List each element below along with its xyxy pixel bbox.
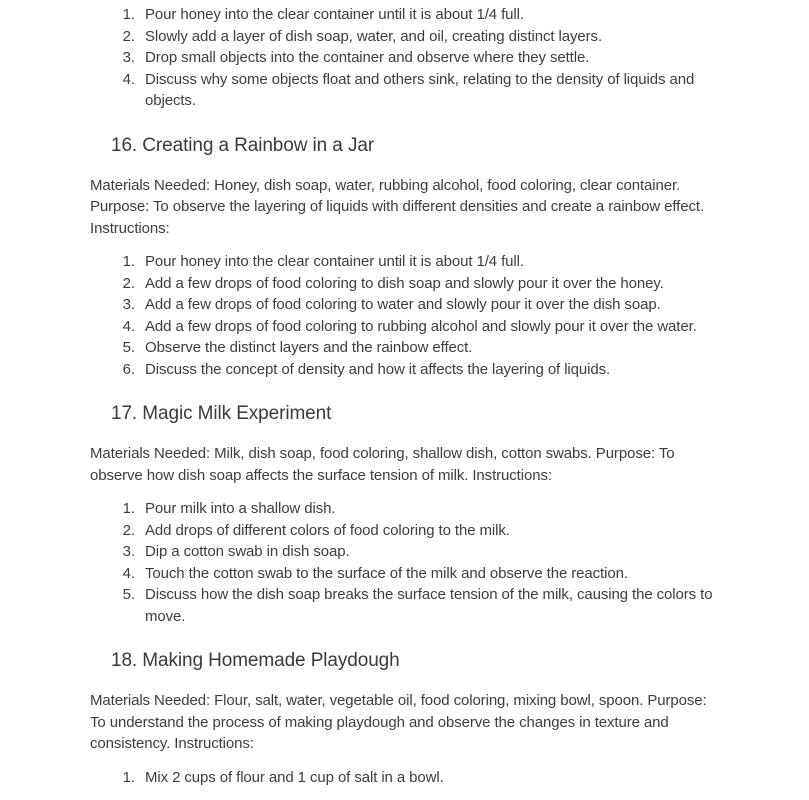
instruction-step: 4. Discuss why some objects float and others sink, relating to the density of liquids and objects.: [139, 69, 722, 112]
instruction-step: 3. Drop small objects into the container and observe where they settle.: [139, 47, 722, 69]
instruction-step: 1. Pour honey into the clear container until it is about 1/4 full.: [139, 251, 722, 273]
section-heading-16: 16. Creating a Rainbow in a Jar: [111, 134, 375, 156]
steps-list-16: [90, 251, 722, 380]
instruction-step: 3. Add a few drops of food coloring to water and slowly pour it over the dish soap.: [139, 294, 722, 316]
instruction-step: 5. Discuss how the dish soap breaks the surface tension of the milk, causing the colors to move.: [139, 584, 722, 627]
section-heading-18: 18. Making Homemade Playdough: [111, 650, 400, 671]
section-heading-17: 17. Magic Milk Experiment: [111, 403, 332, 424]
section-description-18: Materials Needed: Flour, salt, water, vegetable oil, food coloring, mixing bowl, spoon. Purpose: To understand the process of making playdough and observe the changes in texture and consistency. Instructions:: [90, 692, 707, 752]
document-page: [90, 0, 722, 788]
instruction-step: 4. Touch the cotton swab to the surface of the milk and observe the reaction.: [139, 563, 722, 585]
instruction-step: 6. Discuss the concept of density and how it affects the layering of liquids.: [139, 359, 722, 381]
steps-list-17: [90, 498, 722, 627]
instruction-step: 4. Add a few drops of food coloring to rubbing alcohol and slowly pour it over the water.: [139, 316, 722, 338]
instruction-step: 1. Pour honey into the clear container until it is about 1/4 full.: [139, 4, 722, 26]
section-description-17: Materials Needed: Milk, dish soap, food coloring, shallow dish, cotton swabs. Purpose: To observe how dish soap affects the surface tension of milk. Instructions:: [90, 445, 675, 484]
steps-list-18: [90, 767, 722, 789]
instruction-step: 1. Mix 2 cups of flour and 1 cup of salt in a bowl.: [139, 767, 722, 789]
continued-steps-list: [90, 4, 722, 112]
instruction-step: 2. Slowly add a layer of dish soap, water, and oil, creating distinct layers.: [139, 26, 722, 48]
instruction-step: 2. Add a few drops of food coloring to dish soap and slowly pour it over the honey.: [139, 273, 722, 295]
instruction-step: 1. Pour milk into a shallow dish.: [139, 498, 722, 520]
instruction-step: 3. Dip a cotton swab in dish soap.: [139, 541, 722, 563]
instruction-step: 5. Observe the distinct layers and the rainbow effect.: [139, 337, 722, 359]
instruction-step: 2. Add drops of different colors of food coloring to the milk.: [139, 520, 722, 542]
section-description-16: Materials Needed: Honey, dish soap, water, rubbing alcohol, food coloring, clear container. Purpose: To observe the layering of liquids with different densities and create a rainbow effect. Instructions:: [90, 176, 705, 237]
